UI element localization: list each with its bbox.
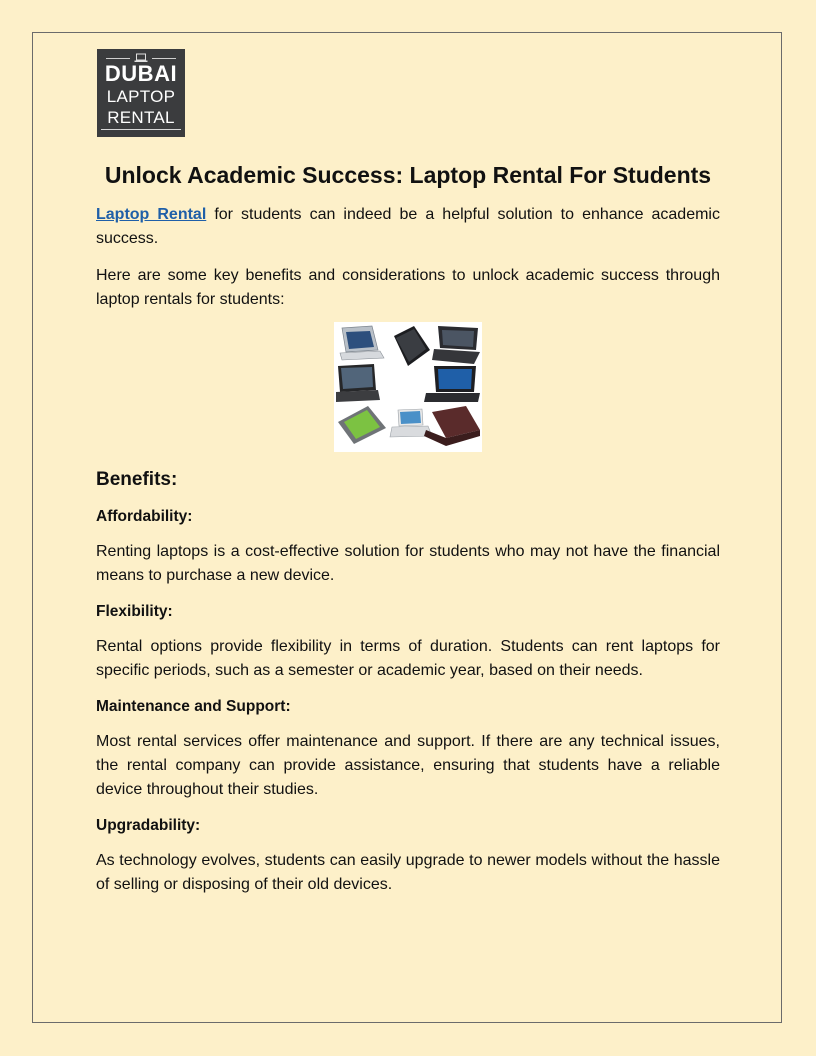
laptop-gaming-icon [432,326,480,364]
section-body-upgradability: As technology evolves, students can easily upgrade to newer models without the hassle of selling or disposing of their old devices. [96,852,720,893]
section-heading-affordability: Affordability: [96,508,193,525]
benefits-heading: Benefits: [96,469,178,490]
laptop-blue-screen-icon [424,366,480,402]
logo-line-laptop: LAPTOP [106,87,176,106]
logo-line-dubai: DUBAI [104,61,178,86]
laptops-collage-graphic [334,322,482,452]
logo-rule-right [152,58,176,59]
laptop-brown-icon [424,406,480,446]
laptop-black-open-icon [336,364,380,402]
section-heading-maintenance: Maintenance and Support: [96,698,291,715]
company-logo [97,49,185,137]
laptop-silver-icon [340,326,384,360]
laptop-black-closed-icon [394,326,430,366]
logo-line-rental: RENTAL [107,108,175,127]
laptop-rental-link[interactable]: Laptop Rental [96,206,207,223]
section-body-affordability: Renting laptops is a cost-effective solution for students who may not have the financial means to purchase a new device. [96,543,720,584]
section-heading-flexibility: Flexibility: [96,603,173,620]
logo-rule-left [106,58,130,59]
intro-paragraph [96,203,720,251]
intro-text: for students can indeed be a helpful solution to enhance academic success. [96,206,720,247]
section-body-maintenance: Most rental services offer maintenance and support. If there are any technical issues, the rental company can provide assistance, ensuring that students have a reliable device throughout their studies. [96,733,720,798]
logo-underline [101,129,181,130]
laptops-collage-image [334,322,482,452]
page-title: Unlock Academic Success: Laptop Rental For Students [104,162,712,188]
laptop-green-netbook-icon [338,406,386,444]
section-body-flexibility: Rental options provide flexibility in terms of duration. Students can rent laptops for specific periods, such as a semester or academic year, based on their needs. [96,638,720,679]
section-heading-upgradability: Upgradability: [96,817,201,834]
intro-paragraph-2: Here are some key benefits and considerations to unlock academic success through laptop rentals for students: [96,267,720,308]
